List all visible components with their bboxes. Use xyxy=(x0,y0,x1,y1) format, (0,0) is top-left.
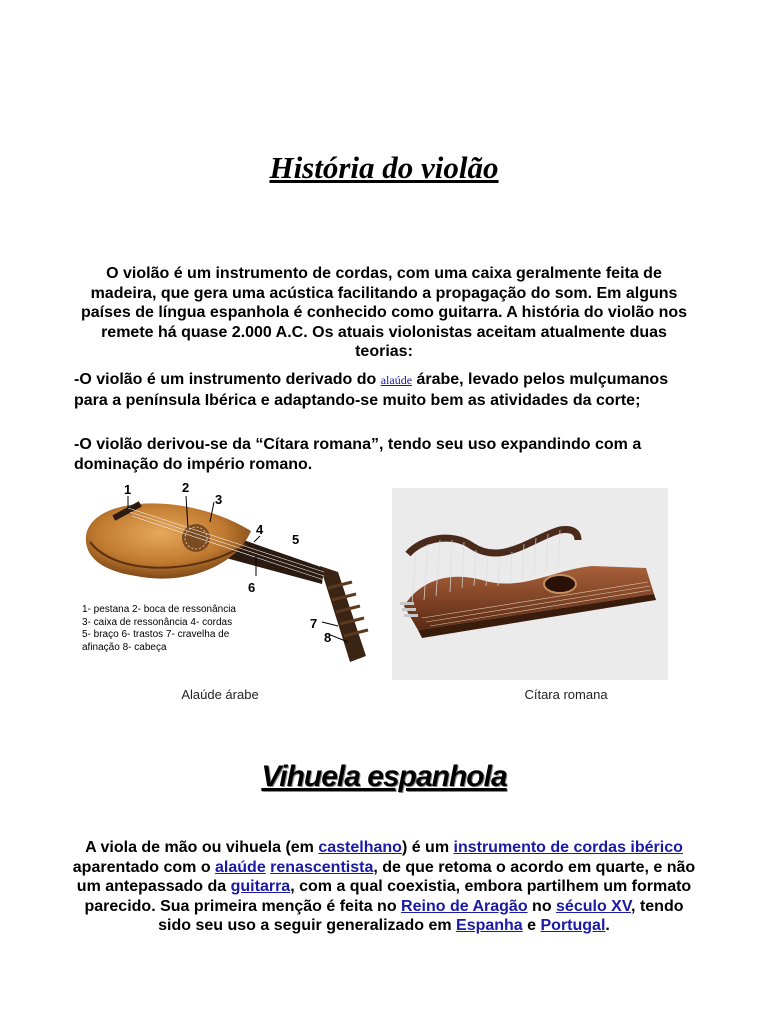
theory-2: -O violão derivou-se da “Cítara romana”, tendo seu uso expandindo com a dominação do império romano. xyxy=(74,436,642,473)
page-title: História do violão xyxy=(269,150,499,185)
alaude-caption: Alaúde árabe xyxy=(181,687,259,702)
instrumento-de-cordas-link[interactable]: instrumento de cordas ibérico xyxy=(453,839,683,856)
legend-line: 3- caixa de ressonância 4- cordas xyxy=(82,616,233,628)
theory-1 xyxy=(74,370,698,410)
theory-1-text-end: árabe, levado pelos mulçumanos para a península Ibérica e adaptando-se muito bem as atividades da corte; xyxy=(74,371,669,409)
label-1: 1 xyxy=(124,482,132,497)
legend-line: 1- pestana 2- boca de ressonância xyxy=(82,604,236,615)
text: , tendo sido seu uso a seguir generalizado em xyxy=(158,897,684,934)
section-heading xyxy=(0,760,768,794)
citara-figure xyxy=(392,488,668,680)
legend-line: afinação 8- cabeça xyxy=(82,641,167,653)
intro-paragraph: O violão é um instrumento de cordas, com uma caixa geralmente feita de madeira, que gera uma acústica facilitando a propagação do som. Em alguns países de língua espanhola é conhecido como guitarra. A história do violão nos remete há quase 2.000 A.C. Os atuais violonistas aceitam atualmente duas teorias: xyxy=(80,265,688,360)
label-8: 8 xyxy=(324,630,332,645)
text: ) é um xyxy=(401,839,454,856)
text: no xyxy=(527,897,557,915)
guitarra-link[interactable]: guitarra xyxy=(230,878,291,895)
label-3: 3 xyxy=(215,492,223,507)
section-heading-text: Vihuela espanhola xyxy=(261,760,507,793)
citara-caption: Cítara romana xyxy=(524,687,608,702)
renascentista-link[interactable]: renascentista xyxy=(270,858,374,876)
text: , de que retoma o acordo em quarte, e não um antepassado da xyxy=(76,858,696,895)
theory-1-text: -O violão é um instrumento derivado do xyxy=(74,371,381,388)
seculo-xv-link[interactable]: século XV xyxy=(556,897,632,915)
portugal-link[interactable]: Portugal xyxy=(540,917,606,934)
text: e xyxy=(522,917,541,934)
reino-de-aragao-link[interactable]: Reino de Aragão xyxy=(401,897,528,915)
lute-legend xyxy=(82,604,236,654)
espanha-link[interactable]: Espanha xyxy=(456,917,523,934)
castelhano-link[interactable]: castelhano xyxy=(318,839,402,856)
label-7: 7 xyxy=(310,616,318,631)
legend-line: 5- braço 6- trastos 7- cravelha de xyxy=(82,629,230,641)
text: . xyxy=(605,917,610,934)
label-2: 2 xyxy=(182,480,190,495)
text: A viola de mão ou vihuela (em xyxy=(85,839,319,856)
alaude-link-2[interactable]: alaúde xyxy=(215,858,266,876)
citara-illustration xyxy=(392,488,668,680)
alaude-figure xyxy=(76,476,379,680)
label-5: 5 xyxy=(292,532,300,547)
alaude-link[interactable]: alaúde xyxy=(380,373,413,387)
text: , com a qual coexistia, embora partilhem um formato parecido. Sua primeira menção é feita no xyxy=(84,878,692,915)
label-6: 6 xyxy=(248,580,256,595)
text: aparentado com o xyxy=(72,858,216,876)
label-4: 4 xyxy=(256,522,264,537)
vihuela-paragraph xyxy=(70,838,698,936)
